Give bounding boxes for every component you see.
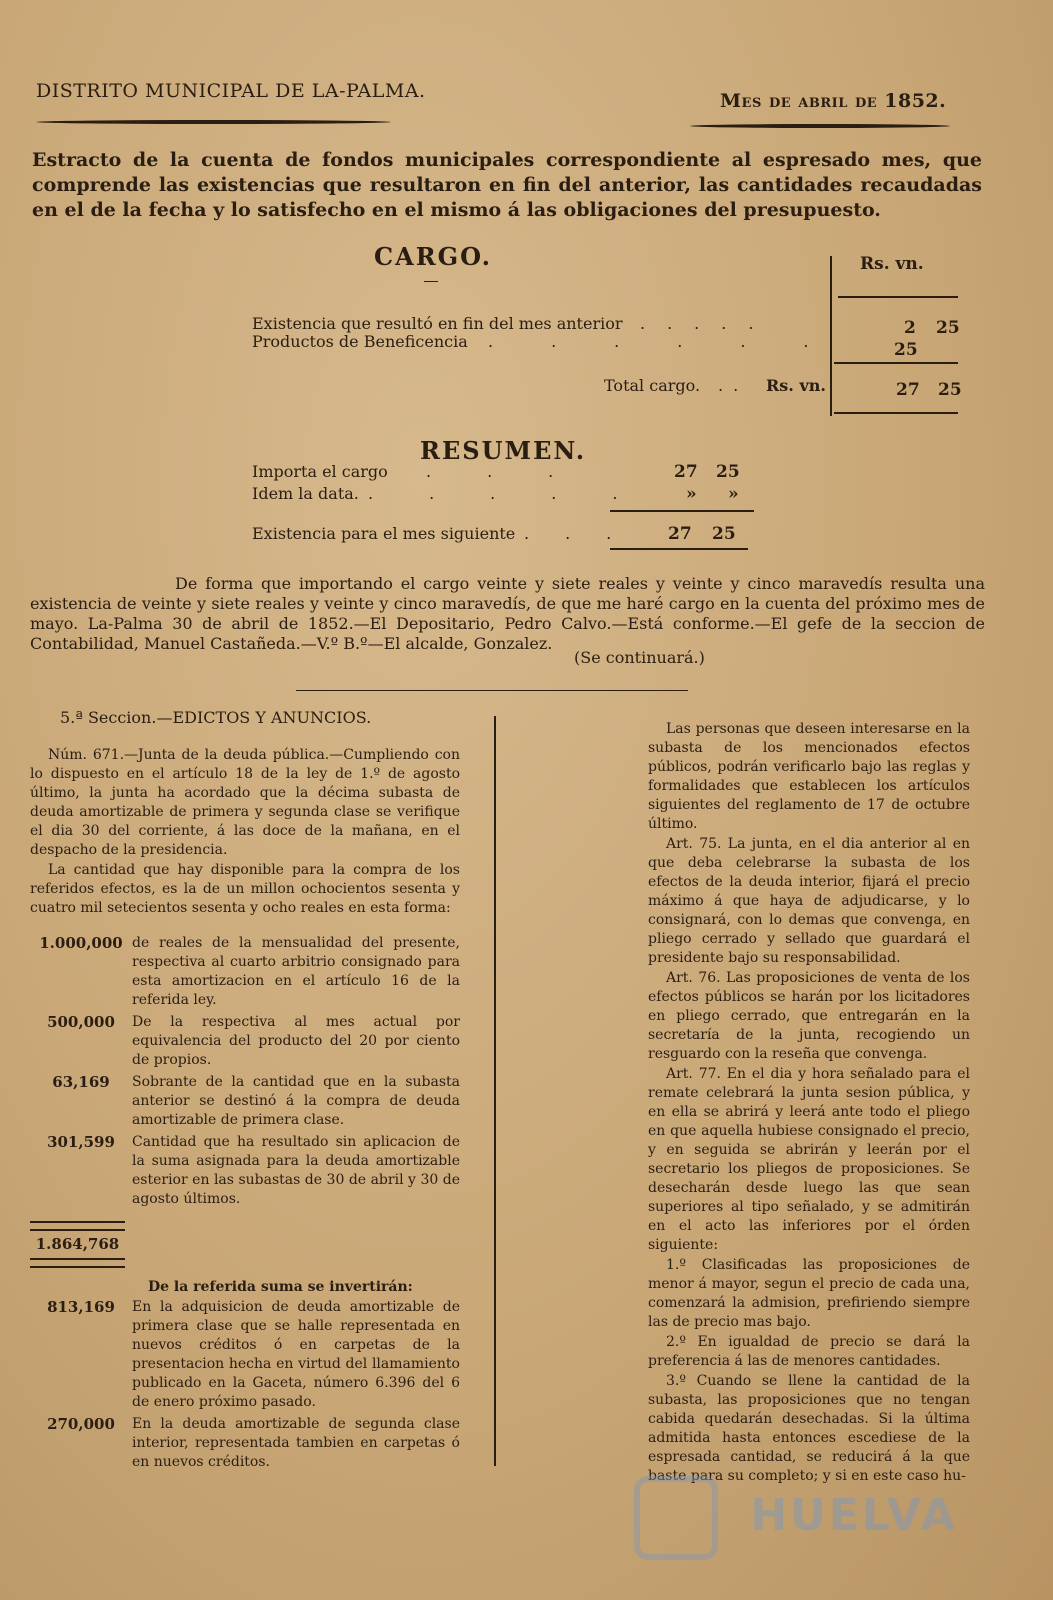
amount-value: 500,000 [47, 1013, 115, 1031]
article-paragraph: 2.º En igualdad de precio se dará la preferencia á las de menores cantidades. [648, 1334, 970, 1369]
header-rule-left [36, 120, 391, 124]
allocation-row [30, 1415, 460, 1472]
leader-dots: ... [426, 462, 610, 481]
right-column [648, 720, 970, 1487]
cargo-title: CARGO. [374, 242, 493, 271]
article-paragraph: Art. 75. La junta, en el dia anterior al en que deba celebrarse la subasta de los efectos de la deuda interior, fijará el precio máximo á que haya de adjudicarse, y lo consignará, con lo demas que convenga, en pliego cerrado y sellado que guardará el presidente bajo su responsabilidad. [648, 836, 970, 966]
resumen-rule [610, 510, 754, 512]
month-heading: Mes de abril de 1852. [720, 90, 947, 112]
existencia-label: Existencia para el mes siguiente [252, 524, 516, 543]
district-title: DISTRITO MUNICIPAL DE LA-PALMA. [36, 80, 426, 102]
notice-paragraph: Núm. 671.—Junta de la deuda pública.—Cumpliendo con lo dispuesto en el artículo 18 de la ley de 1.º de agosto último, la junta ha acordado que la décima subasta de deuda amortizable de primera y segunda clase se verifique el dia 30 del corriente, á las doce de la mañana, en el despacho de la presidencia. [30, 747, 460, 858]
total-rule-bottom [30, 1258, 125, 1268]
amount-value: 301,599 [47, 1133, 115, 1151]
resumen-row-reales: » [686, 484, 697, 504]
existencia-reales: 27 [668, 524, 692, 544]
amount-description: de reales de la mensualidad del presente, respectiva al cuarto arbitrio consignado para esta amortizacion en el artículo 16 de la referida ley. [132, 935, 460, 1008]
cargo-row-maravedis: 25 [936, 318, 960, 338]
intro-paragraph [32, 148, 982, 223]
section-heading: 5.ª Seccion.—EDICTOS Y ANUNCIOS. [60, 708, 372, 727]
article-paragraph: Art. 76. Las proposiciones de venta de los efectos públicos se harán por los licitadores en pliego cerrado, que entregarán en la secretaría de la junta, recogiendo un resguardo con la reseña que convenga. [648, 970, 970, 1062]
column-divider [494, 716, 496, 1466]
notice-paragraph: La cantidad que hay disponible para la compra de los referidos efectos, es la de un millon ochocientos sesenta y cuatro mil setecientos sesenta y ocho reales en esta forma: [30, 862, 460, 916]
closing-paragraph [30, 574, 985, 654]
amount-description: Cantidad que ha resultado sin aplicacion de la suma asignada para la deuda amortizable esterior en las subastas de 30 de abril y 30 de agosto últimos. [132, 1134, 460, 1207]
header-rule-right [690, 124, 950, 128]
left-column [30, 728, 460, 1475]
leader-dots: ...... [488, 332, 867, 351]
archive-seal-icon [634, 1476, 718, 1560]
total-amount: 1.864,768 [35, 1235, 120, 1253]
total-cargo-maravedis: 25 [938, 380, 962, 400]
allocation-row [30, 1298, 460, 1412]
allocation-description: En la deuda amortizable de segunda clase interior, representada tambien en carpetas ó en nuevos créditos. [132, 1416, 460, 1470]
amount-row [30, 1013, 460, 1070]
leader-dots: .. [718, 376, 749, 395]
leader-dots: ... [524, 524, 648, 543]
resumen-row-label: Importa el cargo [252, 462, 388, 481]
closing-text: De forma que importando el cargo veinte y siete reales y veinte y cinco maravedís resulta una existencia de veinte y siete reales y veinte y cinco maravedís, de que me haré cargo en la cuenta del próximo mes de mayo. La-Palma 30 de abril de 1852.—El Depositario, Pedro Calvo.—Está conforme.—El gefe de la seccion de Contabilidad, Manuel Castañeda.—V.º B.º—El alcalde, Gonzalez. [30, 574, 985, 653]
article-paragraph: 1.º Clasificadas las proposiciones de menor á mayor, segun el precio de cada una, comenzará la admision, prefiriendo siempre las de precio mas bajo. [648, 1257, 970, 1330]
archive-watermark: HUELVA [750, 1490, 958, 1541]
cargo-header-rule [838, 296, 958, 298]
resumen-row-label: Idem la data. [252, 484, 359, 503]
existencia-rule [610, 548, 748, 550]
cargo-row-reales: 2 [904, 318, 916, 338]
cargo-total-rule [834, 362, 958, 364]
existencia-maravedis: 25 [712, 524, 736, 544]
article-paragraph: 3.º Cuando se llene la cantidad de la subasta, las proposiciones que no tengan cabida quedarán desechadas. Si la última admitida hasta entonces escediese de la espresada cantidad, se reducirá á la que baste para su completo; y si en este caso hu- [648, 1373, 970, 1484]
leader-dots: ..... [368, 484, 674, 503]
amount-row [30, 1133, 460, 1209]
amount-row [30, 934, 460, 1010]
leader-dots: ..... [640, 314, 776, 333]
total-cargo-reales: 27 [896, 380, 920, 400]
allocation-amount: 270,000 [47, 1415, 115, 1433]
article-paragraph: Las personas que deseen interesarse en la subasta de los mencionados efectos públicos, podrán verificarlo bajo las reglas y formalidades que establecen los artículos siguientes del reglamento de 17 de octubre último. [648, 721, 970, 832]
resumen-title: RESUMEN. [420, 436, 587, 465]
section-divider [296, 690, 688, 691]
resumen-row-maravedis: » [728, 484, 739, 504]
cargo-row-reales: 25 [894, 340, 918, 360]
cargo-row-label: Productos de Beneficencia [252, 332, 468, 351]
amount-value: 63,169 [52, 1073, 110, 1091]
total-rule-top [30, 1221, 125, 1231]
cargo-row-label: Existencia que resultó en fin del mes anterior [252, 314, 623, 333]
allocation-amount: 813,169 [47, 1298, 115, 1316]
resumen-row-maravedis: 25 [716, 462, 740, 482]
cargo-bottom-rule [834, 412, 958, 414]
article-paragraph: Art. 77. En el dia y hora señalado para el remate celebrará la junta sesion pública, y en ella se abrirá y leerá ante todo el pliego en que aquella hubiese consignado el precio, y en seguida se abrirán y leerán por el secretario los pliegos de proposiciones. Se desecharán desde luego las que sean superiores al tipo señalado, y se admitirán en el acto las inferiores por el órden siguiente: [648, 1066, 970, 1253]
amount-description: De la respectiva al mes actual por equivalencia del producto del 20 por ciento de propios. [132, 1014, 460, 1068]
resumen-row-reales: 27 [674, 462, 698, 482]
amount-value: 1.000,000 [39, 934, 123, 952]
total-cargo-label: Total cargo. [604, 376, 701, 395]
continuation-note: (Se continuará.) [574, 648, 705, 667]
cargo-title-dash [424, 281, 438, 282]
amount-row [30, 1073, 460, 1130]
total-cargo-unit: Rs. vn. [766, 376, 826, 395]
allocation-description: En la adquisicion de deuda amortizable de primera clase que se halle representada en nuevos créditos ó en carpetas de la presentacion hecha en virtud del llamamiento publicado en la Gaceta, número 6.396 del 6 de enero próximo pasado. [132, 1299, 460, 1410]
amount-description: Sobrante de la cantidad que en la subasta anterior se destinó á la compra de deuda amortizable de primera clase. [132, 1074, 460, 1128]
allocation-heading: De la referida suma se invertirán: [148, 1279, 413, 1295]
cargo-column-header: Rs. vn. [860, 254, 924, 274]
intro-text: Estracto de la cuenta de fondos municipales correspondiente al espresado mes, que comprende las existencias que resultaron en fin del anterior, las cantidades recaudadas en el de la fecha y lo satisfecho en el mismo á las obligaciones del presupuesto. [32, 149, 982, 221]
